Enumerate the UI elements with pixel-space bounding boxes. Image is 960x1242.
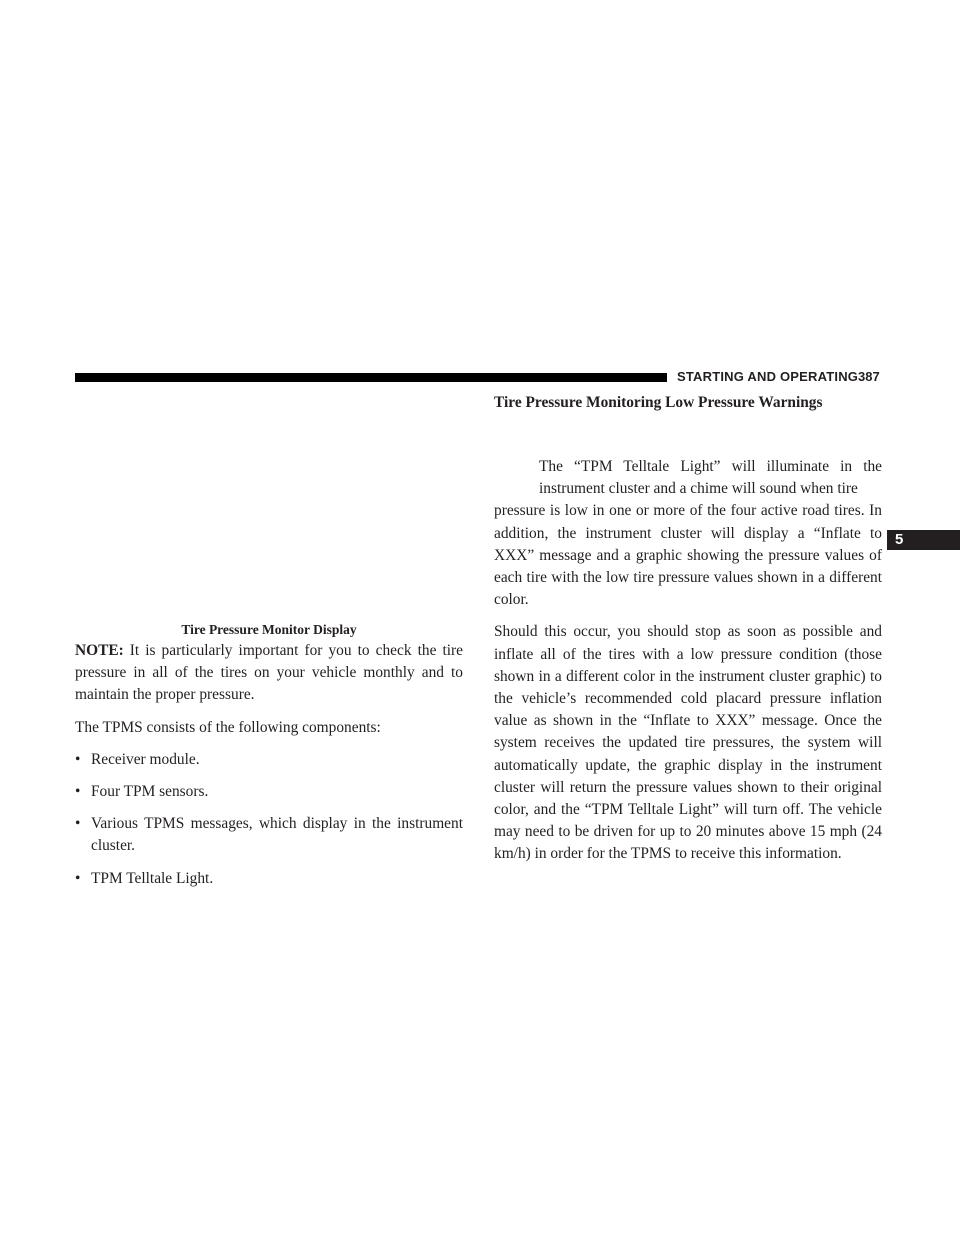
left-column — [75, 640, 463, 900]
figure-caption: Tire Pressure Monitor Display — [181, 622, 357, 637]
warning-paragraph — [494, 434, 882, 611]
header-rule — [75, 373, 667, 382]
list-item: • TPM Telltale Light. — [75, 868, 463, 890]
list-item: • Four TPM sensors. — [75, 781, 463, 803]
warning-lead: The “TPM Telltale Light” will illuminate in the instrument cluster and a chime will sound when tire — [539, 458, 882, 498]
list-item: • Receiver module. — [75, 749, 463, 771]
bullet-icon: • — [75, 815, 81, 833]
bullet-icon: • — [75, 750, 81, 768]
right-column — [494, 392, 882, 876]
page-number: 387 — [858, 369, 880, 384]
components-intro: The TPMS consists of the following components: — [75, 718, 381, 736]
bullet-icon: • — [75, 783, 81, 801]
components-list — [75, 749, 463, 890]
action-paragraph: Should this occur, you should stop as soon as possible and inflate all of the tires with a low pressure condition (those shown in a different color in the instrument cluster graphic) to the vehicle’s recommended cold placard pressure inflation value as shown in the “Inflate to XXX” message. Once the system receives the updated tire pressures, the system will automatically update, the graphic display in the instrument cluster will return the pressure values shown to their original color, and the “TPM Telltale Light” will turn off. The vehicle may need to be driven for up to 20 minutes above 15 mph (24 km/h) in order for the TPMS to receive this information. — [494, 623, 882, 863]
warning-rest: pressure is low in one or more of the four active road tires. In addition, the instrument cluster will display a “Inflate to XXX” message and a graphic showing the pressure values of each tire with the low tire pressure values shown in a different color. — [494, 502, 882, 609]
note-text: It is particularly important for you to check the tire pressure in all of the tires on your vehicle monthly and to maintain the proper pressure. — [75, 642, 463, 704]
note-paragraph — [75, 640, 463, 707]
section-title: STARTING AND OPERATING — [677, 369, 859, 384]
chapter-tab: 5 — [887, 530, 960, 550]
bullet-icon: • — [75, 869, 81, 887]
section-heading: Tire Pressure Monitoring Low Pressure Warnings — [494, 394, 823, 411]
list-item: • Various TPMS messages, which display in the instrument cluster. — [75, 815, 463, 855]
note-label: NOTE: — [75, 642, 124, 659]
